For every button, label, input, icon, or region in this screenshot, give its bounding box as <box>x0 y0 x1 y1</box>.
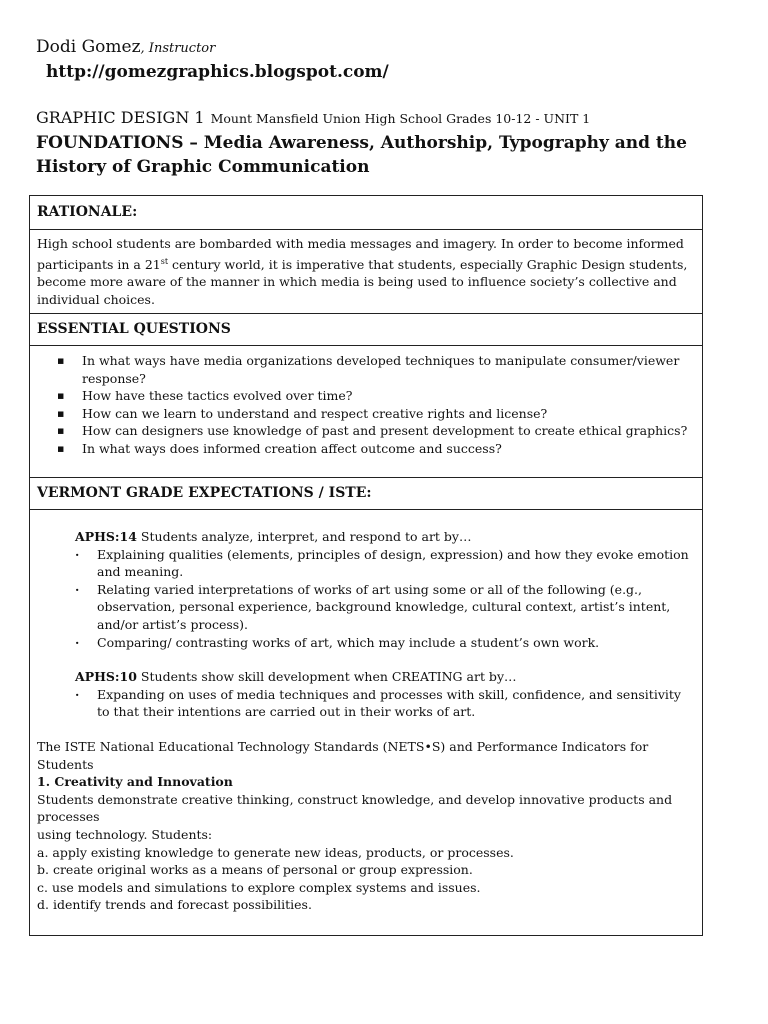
instructor-role: , Instructor <box>140 41 216 56</box>
instructor-line <box>36 37 215 57</box>
list-item: · Comparing/ contrasting works of art, which may include a student’s own work. <box>37 634 695 652</box>
course-name: GRAPHIC DESIGN 1 <box>36 108 205 127</box>
iste-line: d. identify trends and forecast possibilities. <box>37 897 312 913</box>
essential-questions-heading: ESSENTIAL QUESTIONS <box>30 314 702 346</box>
list-item: ▪ How can we learn to understand and respect creative rights and license? <box>30 405 702 423</box>
essential-questions-list <box>30 346 702 458</box>
list-item: · Relating varied interpretations of works of art using some or all of the following (e.g., observation, personal experience, background knowledge, cultural context, artist’s intent, and/or artist’s process). <box>37 581 695 634</box>
iste-line: using technology. Students: <box>37 826 213 842</box>
iste-heading: 1. Creativity and Innovation <box>37 774 233 790</box>
curriculum-table <box>29 195 703 936</box>
grade-expectations-body <box>30 510 702 935</box>
list-item: · Expanding on uses of media techniques and processes with skill, confidence, and sensitivity to that their intentions are carried out in their works of art. <box>37 686 695 721</box>
iste-line: c. use models and simulations to explore complex systems and issues. <box>37 879 481 895</box>
list-item: ▪ How have these tactics evolved over time? <box>30 387 702 405</box>
essential-questions-body <box>30 346 702 478</box>
aphs14-list <box>37 546 695 652</box>
course-line <box>36 108 590 127</box>
aphs14-title: APHS:14 Students analyze, interpret, and respond to art by… <box>75 529 472 544</box>
iste-line: a. apply existing knowledge to generate new ideas, products, or processes. <box>37 844 514 860</box>
aphs10-title: APHS:10 Students show skill development when CREATING art by… <box>75 669 517 685</box>
iste-line: b. create original works as a means of personal or group expression. <box>37 862 473 878</box>
list-item: ▪ In what ways does informed creation affect outcome and success? <box>30 440 702 458</box>
blog-url[interactable]: http://gomezgraphics.blogspot.com/ <box>46 62 389 82</box>
rationale-heading: RATIONALE: <box>30 196 702 230</box>
list-item: · Explaining qualities (elements, principles of design, expression) and how they evoke emotion and meaning. <box>37 546 695 581</box>
list-item: ▪ How can designers use knowledge of past and present development to create ethical graphics? <box>30 422 702 440</box>
school-info: Mount Mansfield Union High School Grades 10-12 - UNIT 1 <box>210 111 591 126</box>
grade-expectations-heading: VERMONT GRADE EXPECTATIONS / ISTE: <box>30 478 702 510</box>
aphs10-code: APHS:10 <box>75 669 137 685</box>
iste-intro: The ISTE National Educational Technology Standards (NETS•S) and Performance Indicators for Students <box>37 738 649 772</box>
rationale-body <box>30 230 702 314</box>
iste-line: Students demonstrate creative thinking, construct knowledge, and develop innovative products and processes <box>37 791 673 825</box>
rationale-text: High school students are bombarded with media messages and imagery. In order to become informed participants in a 21st century world, it is imperative that students, especially Graphic Design students, become more aware of the manner in which media is being used to influence society’s collective and individual choices. <box>37 236 688 307</box>
unit-title: FOUNDATIONS – Media Awareness, Authorship, Typography and the History of Graphic Communication <box>36 133 687 177</box>
instructor-name: Dodi Gomez <box>36 37 141 57</box>
aphs10-list <box>37 686 695 721</box>
aphs14-code: APHS:14 <box>75 529 137 544</box>
list-item: ▪ In what ways have media organizations developed techniques to manipulate consumer/viewer response? <box>30 352 702 387</box>
